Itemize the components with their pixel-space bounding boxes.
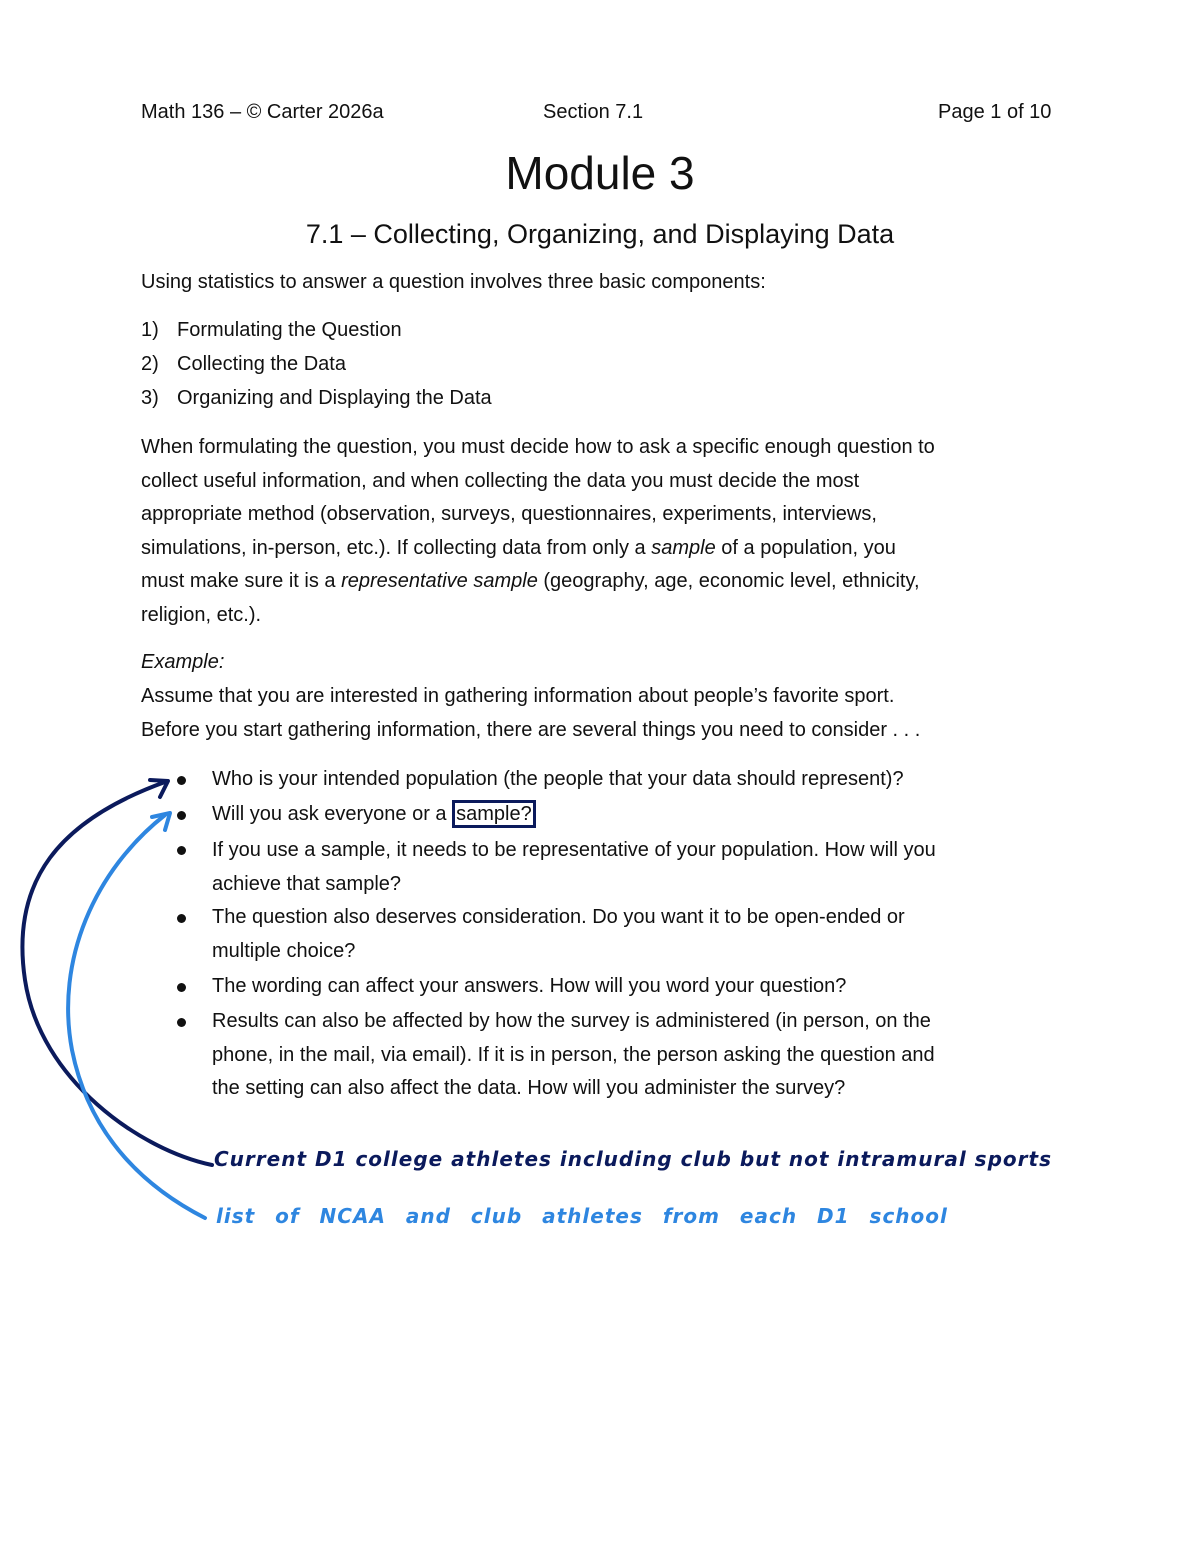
step-text: Collecting the Data xyxy=(177,353,346,375)
page-title: Module 3 xyxy=(505,147,695,199)
handwritten-note-population: Current D1 college athletes including club but not intramural sports xyxy=(214,1147,1052,1171)
paragraph-line: When formulating the question, you must decide how to ask a specific enough question to xyxy=(141,436,935,458)
paragraph-line: religion, etc.). xyxy=(141,603,262,626)
header-course: Math 136 – © Carter 2026a xyxy=(141,101,384,123)
paragraph-text: (geography, age, economic level, ethnicity, xyxy=(537,570,920,592)
step-text: Formulating the Question xyxy=(177,319,402,341)
header-page-number: Page 1 of 10 xyxy=(938,101,1052,123)
header-section: Section 7.1 xyxy=(543,101,644,123)
paragraph-text: simulations, in-person, etc.). If collecting data from only a xyxy=(141,536,652,559)
bullet-line: The question also deserves consideration. Do you want it to be open-ended or xyxy=(212,906,905,928)
paragraph-line: appropriate method (observation, surveys, questionnaires, experiments, interviews, xyxy=(141,503,877,525)
section-subtitle: 7.1 – Collecting, Organizing, and Displaying Data xyxy=(305,219,895,249)
bullet-item: The wording can affect your answers. How will you word your question? xyxy=(212,975,847,997)
handwritten-note-sample: list of NCAA and club athletes from each D1 school xyxy=(216,1204,948,1228)
bullet-line: phone, in the mail, via email). If it is in person, the person asking the question and xyxy=(212,1043,935,1066)
paragraph-text: must make sure it is a xyxy=(141,570,342,592)
example-line: Before you start gathering information, there are several things you need to consider . . . xyxy=(141,718,921,741)
bullet-line: multiple choice? xyxy=(212,939,356,962)
arrow-to-population-bullet xyxy=(22,782,212,1165)
bullet-text: Will you ask everyone or a xyxy=(212,803,453,825)
paragraph-line: collect useful information, and when collecting the data you must decide the most xyxy=(141,469,860,492)
bullet-line: Results can also be affected by how the survey is administered (in person, on the xyxy=(212,1010,931,1032)
bullet-item: Who is your intended population (the people that your data should represent)? xyxy=(212,768,904,790)
step-number: 2) xyxy=(141,353,159,375)
step-number: 3) xyxy=(141,387,159,409)
emphasis-sample: sample xyxy=(651,536,716,559)
bullet-line: the setting can also affect the data. How will you administer the survey? xyxy=(212,1077,846,1099)
boxed-word-sample: sample? xyxy=(452,800,536,828)
step-text: Organizing and Displaying the Data xyxy=(177,387,492,409)
step-number: 1) xyxy=(141,319,159,341)
paragraph-text: of a population, you xyxy=(715,536,896,559)
bullet-line: achieve that sample? xyxy=(212,872,402,895)
intro-text: Using statistics to answer a question involves three basic components: xyxy=(141,271,766,293)
emphasis-representative-sample: representative sample xyxy=(341,570,538,592)
example-label: Example: xyxy=(141,651,225,673)
example-line: Assume that you are interested in gathering information about people’s favorite sport. xyxy=(141,685,895,707)
bullet-line: If you use a sample, it needs to be representative of your population. How will you xyxy=(212,839,936,861)
